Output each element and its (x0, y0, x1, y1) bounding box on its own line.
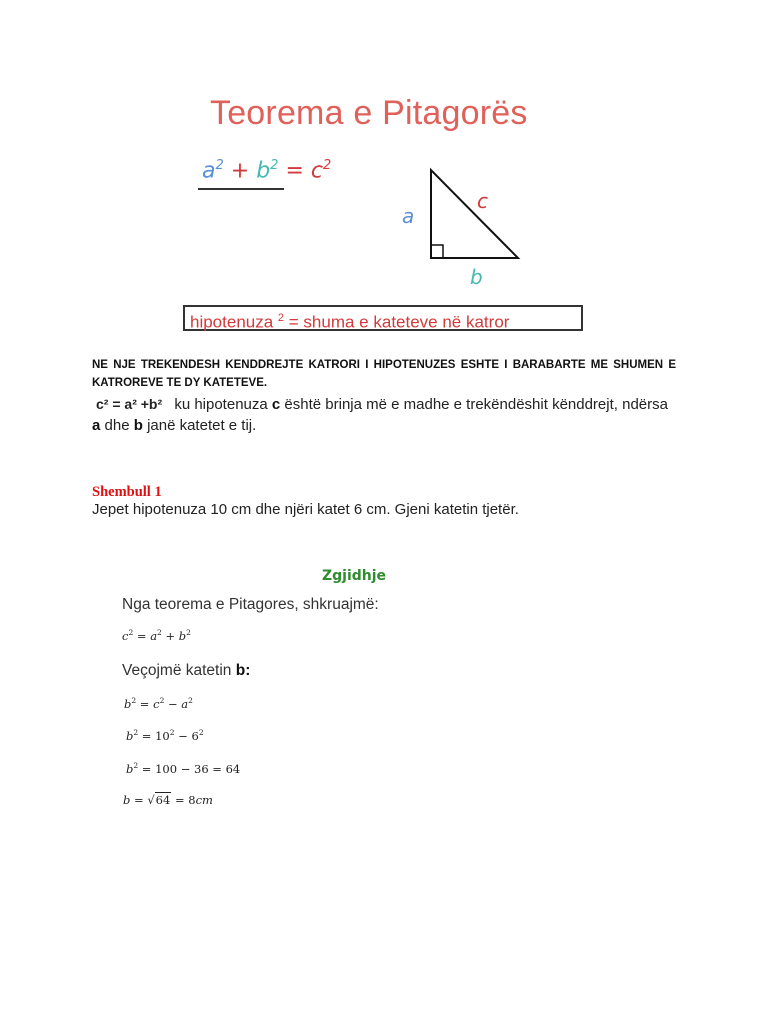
pythagoras-figure (180, 88, 590, 338)
formula-c: c (310, 158, 323, 184)
example-text: Jepet hipotenuza 10 cm dhe njëri katet 6 cm. Gjeni katetin tjetër. (92, 501, 519, 518)
triangle-shape (431, 170, 518, 258)
formula-step-3: $b^2 = 10^2 - 6^2$ (126, 728, 204, 743)
formula-step-5: b = √64 = 8cm (123, 793, 213, 807)
formula-step-4: $b^2 = 100 - 36 = 64$ (126, 761, 241, 776)
theorem-definition: c² = a² +b² ku hipotenuza c është brinja më e madhe e trekëndëshit kënddrejt, ndërsa a dhe b janë katetet e tij. (92, 396, 668, 434)
hypotenuse-banner: hipotenuza $^2$ = shuma e kateteve në katror (183, 305, 583, 331)
solution-isolate: Veçojmë katetin b: (122, 662, 251, 679)
sqrt-radicand: 64 (155, 793, 171, 807)
formula-b: b (256, 158, 271, 184)
right-angle-marker (431, 245, 443, 258)
figure-title: Teorema e Pitagorës (210, 94, 528, 132)
formula-step-2: $b^2 = c^2 - a^2$ (124, 696, 193, 711)
solution-intro: Nga teorema e Pitagores, shkruajmë: (122, 596, 379, 613)
formula-step-1: $c^2 = a^2 + b^2$ (122, 628, 191, 643)
triangle-label-c: c (477, 189, 488, 213)
example-heading: Shembull 1 (92, 484, 162, 500)
figure-formula: $a^2 + b^2 = c^2$ (202, 158, 332, 184)
definition-formula: c² = a² +b² (96, 396, 163, 412)
triangle-label-b: b (470, 265, 483, 289)
solution-title: Zgjidhje (322, 568, 387, 584)
triangle-label-a: a (402, 204, 415, 228)
theorem-statement: NE NJE TREKENDESH KENDDREJTE KATRORI I HIPOTENUZES ESHTE I BARABARTE ME SHUMEN E KATROREVE TE DY KATETEVE. (92, 359, 676, 389)
formula-a: a (202, 158, 216, 184)
right-triangle-diagram (180, 88, 590, 338)
